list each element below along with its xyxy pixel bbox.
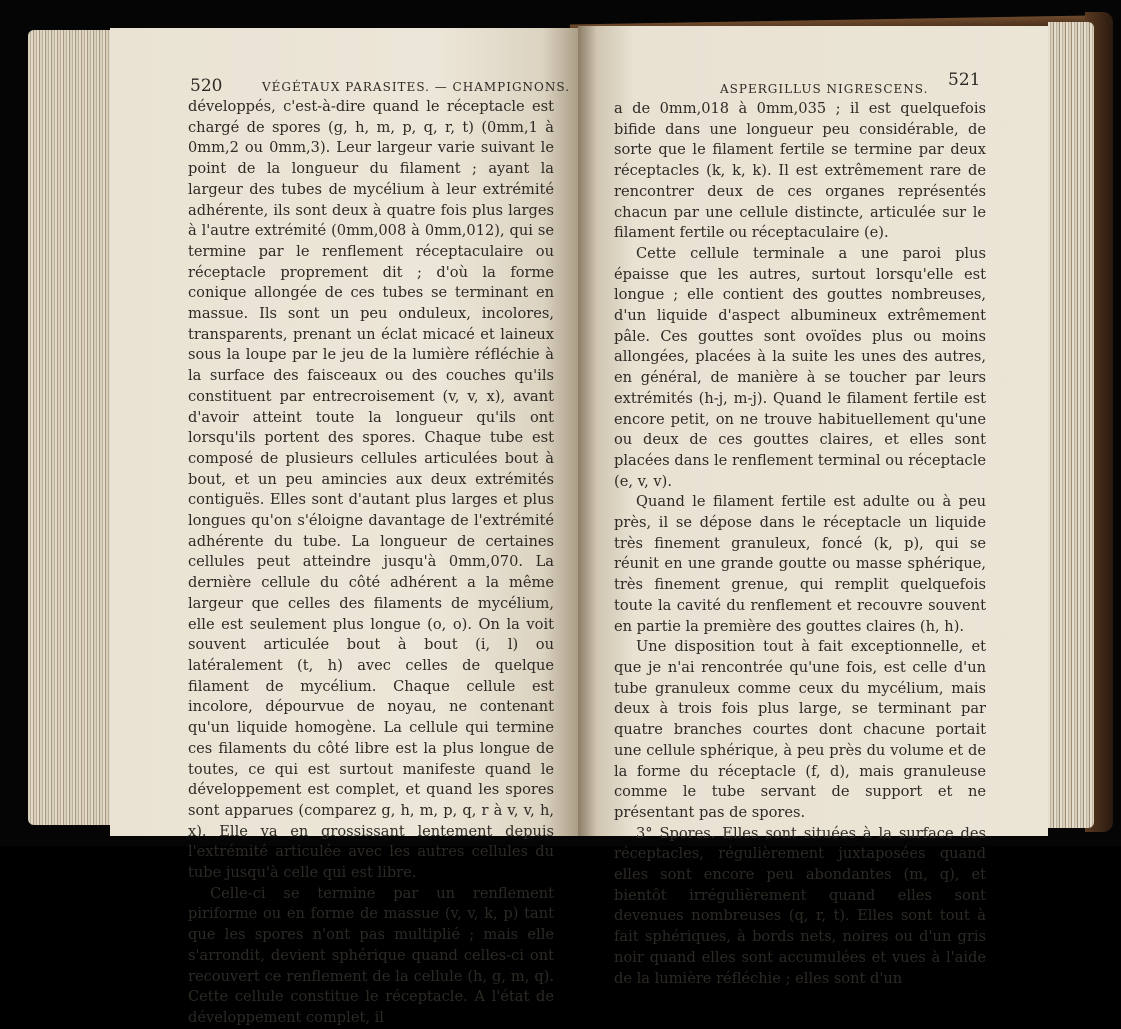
right-page-edges [1048, 22, 1094, 828]
left-paragraph: développés, c'est-à-dire quand le réceptacle est chargé de spores (g, h, m, p, q, r, t) (0mm,1 à 0mm,2 ou 0mm,3). Leur largeur varie suivant le point de la longueur du filament ; ayant la largeur des tubes de mycélium à leur extrémité adhérente, ils sont deux à quatre fois plus larges à l'autre extrémité (0mm,008 à 0mm,012), qui se termine par le renflement réceptaculaire ou réceptacle proprement dit ; d'où la forme conique allongée de ces tubes se terminant en massue. Ils sont un peu onduleux, incolores, transparents, prenant un éclat micacé et laineux sous la loupe par le jeu de la lumière réfléchie à la surface des faisceaux ou des couches qu'ils constituent par entrecroisement (v, v, x), avant d'avoir atteint toute la longueur qu'ils ont lorsqu'ils portent des spores. Chaque tube est composé de plusieurs cellules articulées bout à bout, et un peu amincies aux deux extrémités contiguës. Elles sont d'autant plus larges et plus longues qu'on s'éloigne davantage de l'extrémité adhérente du tube. La longueur de certaines cellules peut atteindre jusqu'à 0mm,070. La dernière cellule du côté adhérent a la même largeur que celles des filaments de mycélium, elle est seulement plus longue (o, o). On la voit souvent articulée bout à bout (i, l) ou latéralement (t, h) avec celles de quelque filament de mycélium. Chaque cellule est incolore, dépourvue de noyau, ne contenant qu'un liquide homogène. La cellule qui termine ces filaments du côté libre est la plus longue de toutes, ce qui est surtout manifeste quand le développement est complet, et quand les spores sont apparues (comparez g, h, m, p, q, r à v, v, h, x). Elle va en grossissant lentement depuis l'extrémité articulée avec les autres cellules du tube jusqu'à celle qui est libre. [188, 98, 554, 882]
right-page-number: 521 [948, 70, 981, 90]
left-page-body [188, 97, 554, 1029]
right-paragraph: Quand le filament fertile est adulte ou à peu près, il se dépose dans le réceptacle un liquide très finement granuleux, foncé (k, p), qui se réunit en une grande goutte ou masse sphérique, très finement grenue, qui remplit quelquefois toute la cavité du renflement et recouvre souvent en partie la première des gouttes claires (h, h). [614, 493, 986, 635]
right-paragraph: a de 0mm,018 à 0mm,035 ; il est quelquefois bifide dans une longueur peu considérable, de sorte que le filament fertile se termine par deux réceptacles (k, k, k). Il est extrêmement rare de rencontrer deux de ces organes représentés chacun par une cellule distincte, articulée sur le filament fertile ou réceptaculaire (e). [614, 100, 986, 242]
left-paragraph: Celle-ci se termine par un renflement piriforme ou en forme de massue (v, v, k, p) tant que les spores n'ont pas multiplié ; mais elle s'arrondit, devient sphérique quand celles-ci ont recouvert ce renflement de la cellule (h, g, m, q). Cette cellule constitue le réceptacle. A l'état de développement complet, il [188, 884, 554, 1026]
right-paragraph: 3° Spores. Elles sont situées à la surface des réceptacles, régulièrement juxtaposées quand elles sont encore peu abondantes (m, q), et bientôt irrégulièrement quand elles sont devenues nombreuses (q, r, t). Elles sont tout à fait sphériques, à bords nets, noires ou d'un gris noir quand elles sont accumulées et vues à l'aide de la lumière réfléchie ; elles sont d'un [614, 824, 986, 987]
right-page-body [614, 99, 986, 989]
right-paragraph: Une disposition tout à fait exceptionnelle, et que je n'ai rencontrée qu'une fois, est celle d'un tube granuleux comme ceux du mycélium, mais deux à trois fois plus large, se terminant par quatre branches courtes dont chacune portait une cellule sphérique, à peu près du volume et de la forme du réceptacle (f, d), mais granuleuse comme le tube servant de support et ne présentant pas de spores. [614, 638, 986, 821]
right-running-head: ASPERGILLUS NIGRESCENS. [720, 82, 929, 96]
left-running-head: VÉGÉTAUX PARASITES. — CHAMPIGNONS. [262, 80, 571, 94]
right-paragraph: Cette cellule terminale a une paroi plus épaisse que les autres, surtout lorsqu'elle est longue ; elle contient des gouttes nombreuses, d'un liquide d'aspect albumineux extrêmement pâle. Ces gouttes sont ovoïdes plus ou moins allongées, placées à la suite les unes des autres, en général, de manière à se toucher par leurs extrémités (h-j, m-j). Quand le filament fertile est encore petit, on ne trouve habituellement qu'une ou deux de ces gouttes claires, et elles sont placées dans le renflement terminal ou réceptacle (e, v, v). [614, 244, 986, 490]
left-page-number: 520 [190, 76, 223, 96]
